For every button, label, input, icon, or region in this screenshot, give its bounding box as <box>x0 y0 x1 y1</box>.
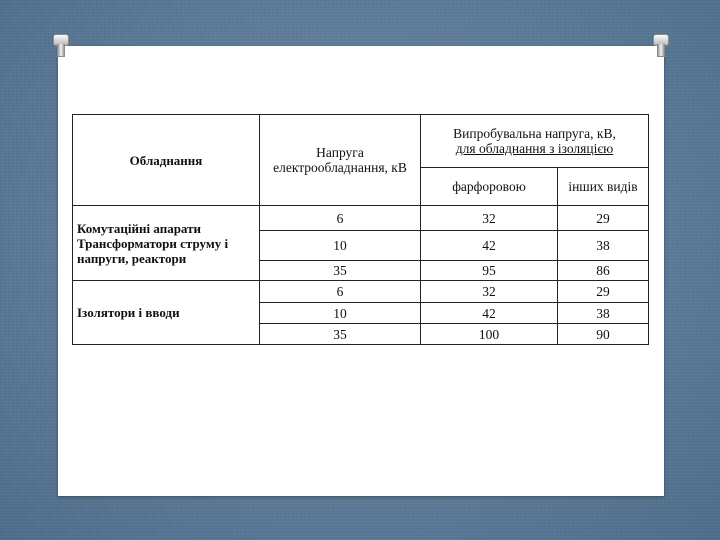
table-cell-other: 29 <box>558 281 649 303</box>
header-test-voltage <box>421 115 649 168</box>
table-cell-voltage: 35 <box>260 324 421 345</box>
table-cell-voltage: 10 <box>260 303 421 324</box>
header-equipment: Обладнання <box>73 115 260 206</box>
header-other-types: інших видів <box>558 168 649 206</box>
table-cell-porcelain: 100 <box>421 324 558 345</box>
table-cell-voltage: 6 <box>260 281 421 303</box>
header-test-voltage-line1: Випробувальна напруга, кВ, <box>453 126 616 141</box>
table-cell-porcelain: 42 <box>421 303 558 324</box>
table-cell-porcelain: 42 <box>421 231 558 261</box>
group-label-switching: Комутаційні апарати Трансформатори струму і напруги, реактори <box>73 206 260 281</box>
table-cell-voltage: 35 <box>260 261 421 281</box>
table-cell-porcelain: 32 <box>421 206 558 231</box>
group-label-insulators: Ізолятори і вводи <box>73 281 260 345</box>
header-test-voltage-line2: для обладнання з ізоляцією <box>455 141 614 156</box>
table-cell-voltage: 6 <box>260 206 421 231</box>
table-cell-other: 38 <box>558 231 649 261</box>
table-cell-porcelain: 95 <box>421 261 558 281</box>
pushpin-icon <box>51 34 69 56</box>
header-porcelain: фарфоровою <box>421 168 558 206</box>
table-cell-other: 86 <box>558 261 649 281</box>
header-rated-voltage: Напруга електрообладнання, кВ <box>260 115 421 206</box>
table-cell-other: 38 <box>558 303 649 324</box>
pushpin-icon <box>651 34 669 56</box>
test-voltage-table <box>72 114 649 345</box>
table-cell-other: 90 <box>558 324 649 345</box>
table-cell-porcelain: 32 <box>421 281 558 303</box>
table-cell-voltage: 10 <box>260 231 421 261</box>
table-cell-other: 29 <box>558 206 649 231</box>
